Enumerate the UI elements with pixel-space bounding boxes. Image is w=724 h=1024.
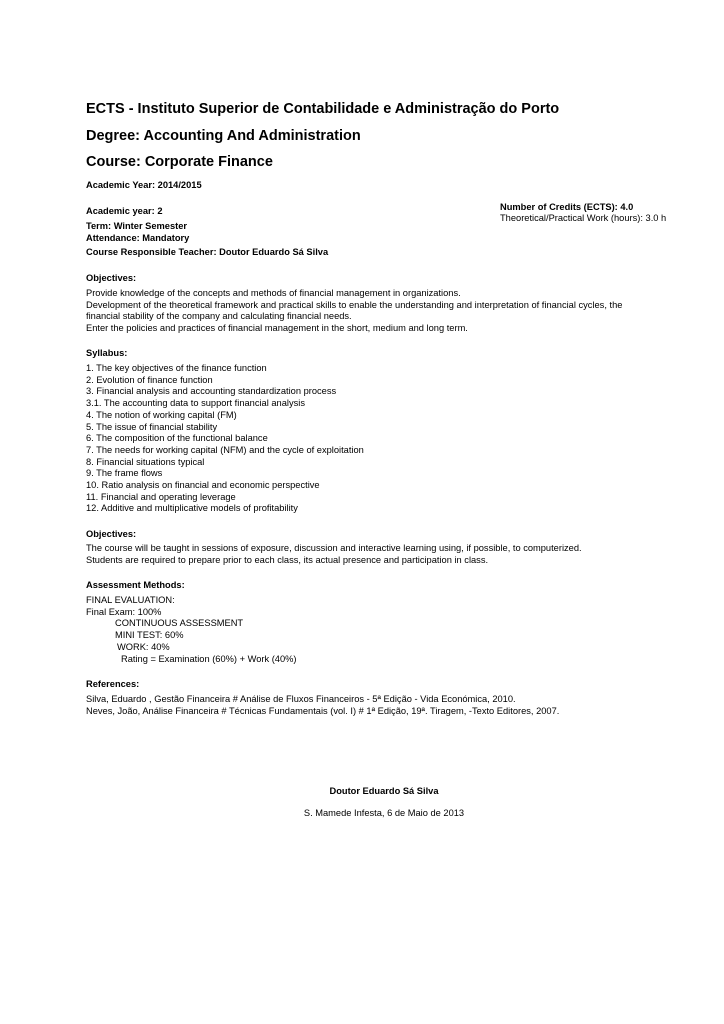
syllabus-item: 12. Additive and multiplicative models of profitability (86, 503, 298, 514)
assessment-line: WORK: 40% (117, 641, 170, 652)
objectives-title: Objectives: (86, 273, 137, 283)
signature-place-date: S. Mamede Infesta, 6 de Maio de 2013 (303, 808, 465, 818)
degree-heading: Degree: Accounting And Administration (86, 128, 361, 144)
references-title: References: (86, 679, 140, 689)
term: Term: Winter Semester (86, 221, 188, 231)
assessment-text (86, 595, 666, 665)
syllabus-item: 3. Financial analysis and accounting standardization process (86, 386, 337, 397)
references-text (86, 694, 666, 717)
responsible-teacher: Course Responsible Teacher: Doutor Eduardo Sá Silva (86, 247, 329, 257)
syllabus-item: 5. The issue of financial stability (86, 421, 218, 432)
syllabus-item: 7. The needs for working capital (NFM) and the cycle of exploitation (86, 444, 364, 455)
objectives-line: Enter the policies and practices of financial management in the short, medium and long term. (86, 323, 468, 334)
teaching-objectives-line: The course will be taught in sessions of exposure, discussion and interactive learning using, if possible, to computerized. (86, 543, 582, 553)
attendance: Attendance: Mandatory (86, 233, 190, 243)
objectives-text (86, 288, 666, 335)
year-level: Academic year: 2 (86, 206, 163, 216)
syllabus-item: 6. The composition of the functional balance (86, 433, 268, 444)
assessment-line: CONTINUOUS ASSESSMENT (115, 618, 244, 629)
assessment-line: Final Exam: 100% (86, 606, 162, 617)
academic-year: Academic Year: 2014/2015 (86, 180, 202, 190)
syllabus-item: 4. The notion of working capital (FM) (86, 409, 237, 420)
syllabus-item: 3.1. The accounting data to support financial analysis (86, 398, 305, 409)
teaching-objectives-text (86, 543, 666, 566)
work-hours: Theoretical/Practical Work (hours): 3.0 h (500, 213, 667, 223)
syllabus-item: 8. Financial situations typical (86, 456, 205, 467)
objectives-line: Development of the theoretical framework and practical skills to enable the understanding and interpretation of financial cycles, the (86, 299, 623, 310)
assessment-line: Rating = Examination (60%) + Work (40%) (121, 653, 297, 664)
assessment-line: FINAL EVALUATION: (86, 595, 175, 605)
syllabus-item: 11. Financial and operating leverage (86, 491, 236, 502)
assessment-title: Assessment Methods: (86, 580, 185, 590)
syllabus-title: Syllabus: (86, 348, 128, 358)
syllabus-item: 1. The key objectives of the finance function (86, 363, 267, 373)
syllabus-item: 9. The frame flows (86, 468, 163, 479)
reference-item: Neves, João, Análise Financeira # Técnicas Fundamentais (vol. I) # 1ª Edição, 19ª. Tiragem, -Texto Editores, 2007. (86, 705, 560, 716)
assessment-line: MINI TEST: 60% (115, 630, 184, 641)
objectives-line: financial stability of the company and calculating financial needs. (86, 311, 352, 322)
institution-heading: ECTS - Instituto Superior de Contabilidade e Administração do Porto (86, 101, 560, 117)
signature-name: Doutor Eduardo Sá Silva (329, 786, 439, 796)
teaching-objectives-title: Objectives: (86, 529, 137, 539)
teaching-objectives-line: Students are required to prepare prior to each class, its actual presence and participation in class. (86, 554, 489, 565)
syllabus-list (86, 363, 666, 515)
syllabus-item: 10. Ratio analysis on financial and economic perspective (86, 480, 320, 491)
credits: Number of Credits (ECTS): 4.0 (500, 202, 634, 212)
objectives-line: Provide knowledge of the concepts and methods of financial management in organizations. (86, 288, 461, 298)
syllabus-item: 2. Evolution of finance function (86, 374, 213, 385)
reference-item: Silva, Eduardo , Gestão Financeira # Análise de Fluxos Financeiros - 5ª Edição - Vida Económica, 2010. (86, 694, 516, 704)
course-heading: Course: Corporate Finance (86, 154, 273, 170)
